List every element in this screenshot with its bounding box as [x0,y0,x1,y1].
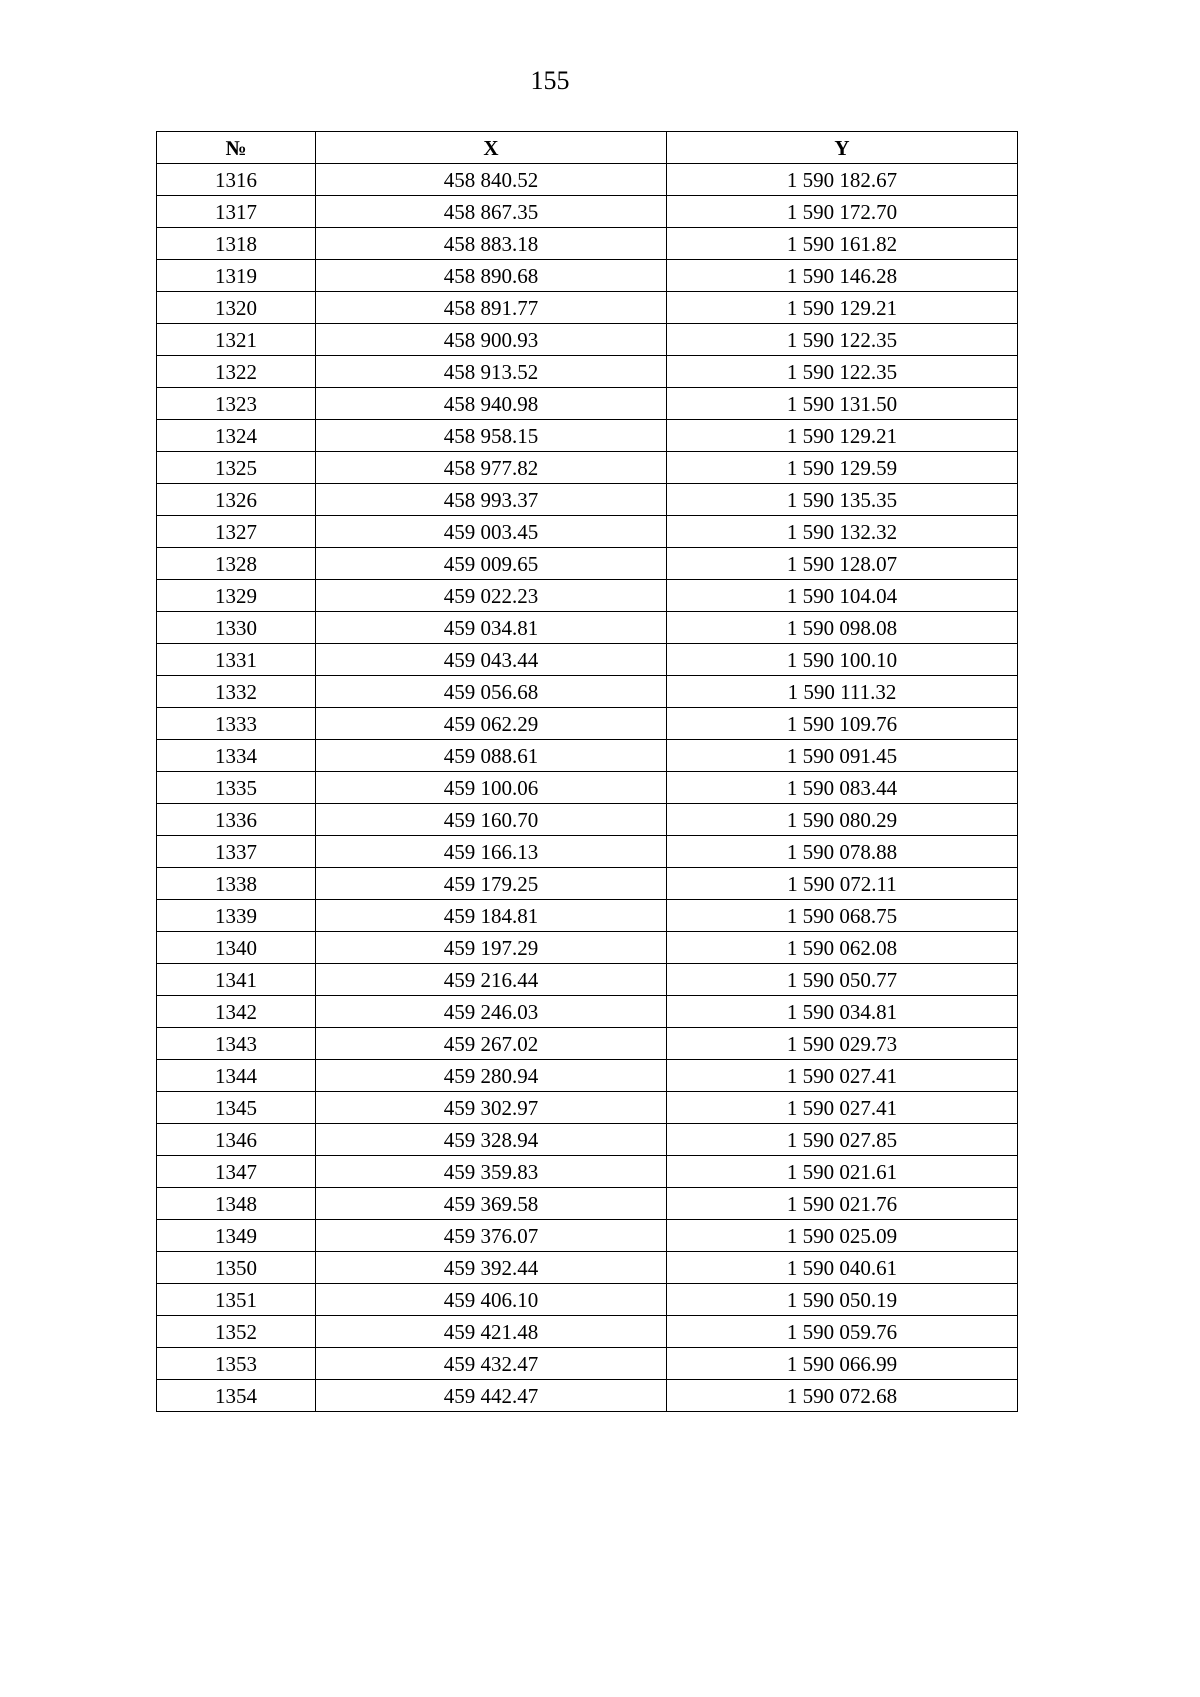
cell-x: 459 179.25 [316,868,667,900]
cell-y: 1 590 161.82 [667,228,1018,260]
cell-y: 1 590 040.61 [667,1252,1018,1284]
cell-number: 1320 [157,292,316,324]
cell-number: 1341 [157,964,316,996]
table-row [157,580,1018,612]
cell-number: 1340 [157,932,316,964]
cell-y: 1 590 129.21 [667,292,1018,324]
cell-x: 459 197.29 [316,932,667,964]
table-row [157,1348,1018,1380]
table-row [157,484,1018,516]
cell-number: 1335 [157,772,316,804]
cell-x: 459 246.03 [316,996,667,1028]
cell-number: 1330 [157,612,316,644]
table-row [157,996,1018,1028]
cell-y: 1 590 132.32 [667,516,1018,548]
cell-y: 1 590 072.68 [667,1380,1018,1412]
cell-number: 1345 [157,1092,316,1124]
cell-y: 1 590 172.70 [667,196,1018,228]
cell-x: 459 369.58 [316,1188,667,1220]
table-row [157,772,1018,804]
cell-number: 1342 [157,996,316,1028]
table-row [157,1060,1018,1092]
cell-number: 1337 [157,836,316,868]
cell-x: 459 003.45 [316,516,667,548]
table-row [157,1124,1018,1156]
cell-number: 1321 [157,324,316,356]
cell-y: 1 590 034.81 [667,996,1018,1028]
cell-y: 1 590 025.09 [667,1220,1018,1252]
cell-number: 1322 [157,356,316,388]
cell-y: 1 590 135.35 [667,484,1018,516]
table-row [157,1316,1018,1348]
cell-x: 458 900.93 [316,324,667,356]
cell-number: 1331 [157,644,316,676]
cell-number: 1338 [157,868,316,900]
cell-number: 1323 [157,388,316,420]
cell-y: 1 590 111.32 [667,676,1018,708]
cell-x: 458 890.68 [316,260,667,292]
cell-number: 1354 [157,1380,316,1412]
table-row [157,420,1018,452]
table-row [157,1220,1018,1252]
cell-number: 1344 [157,1060,316,1092]
cell-x: 459 280.94 [316,1060,667,1092]
cell-number: 1352 [157,1316,316,1348]
cell-x: 459 359.83 [316,1156,667,1188]
cell-y: 1 590 091.45 [667,740,1018,772]
cell-number: 1325 [157,452,316,484]
column-header-y: Y [667,132,1018,164]
cell-number: 1336 [157,804,316,836]
cell-number: 1346 [157,1124,316,1156]
cell-number: 1328 [157,548,316,580]
cell-y: 1 590 027.41 [667,1060,1018,1092]
cell-y: 1 590 083.44 [667,772,1018,804]
table-row [157,388,1018,420]
table-header-row [157,132,1018,164]
cell-number: 1318 [157,228,316,260]
cell-x: 459 376.07 [316,1220,667,1252]
cell-x: 459 043.44 [316,644,667,676]
cell-y: 1 590 068.75 [667,900,1018,932]
table-row [157,1380,1018,1412]
table-row [157,228,1018,260]
cell-x: 458 840.52 [316,164,667,196]
table-row [157,548,1018,580]
table-body [157,164,1018,1412]
cell-number: 1319 [157,260,316,292]
cell-number: 1327 [157,516,316,548]
table-row [157,1188,1018,1220]
cell-number: 1324 [157,420,316,452]
cell-x: 458 977.82 [316,452,667,484]
table-header [157,132,1018,164]
cell-y: 1 590 098.08 [667,612,1018,644]
cell-x: 459 062.29 [316,708,667,740]
cell-x: 458 867.35 [316,196,667,228]
cell-x: 459 034.81 [316,612,667,644]
cell-y: 1 590 129.59 [667,452,1018,484]
cell-number: 1332 [157,676,316,708]
cell-number: 1316 [157,164,316,196]
cell-x: 459 166.13 [316,836,667,868]
cell-number: 1351 [157,1284,316,1316]
page-number: 155 [530,66,570,95]
cell-x: 459 392.44 [316,1252,667,1284]
table-row [157,804,1018,836]
table-row [157,868,1018,900]
table-row [157,964,1018,996]
column-header-x: X [316,132,667,164]
cell-y: 1 590 066.99 [667,1348,1018,1380]
cell-y: 1 590 021.61 [667,1156,1018,1188]
cell-x: 458 940.98 [316,388,667,420]
cell-y: 1 590 182.67 [667,164,1018,196]
cell-number: 1348 [157,1188,316,1220]
cell-x: 458 993.37 [316,484,667,516]
table-row [157,1284,1018,1316]
cell-number: 1326 [157,484,316,516]
cell-y: 1 590 122.35 [667,324,1018,356]
table-row [157,356,1018,388]
cell-x: 459 088.61 [316,740,667,772]
cell-number: 1343 [157,1028,316,1060]
cell-x: 459 406.10 [316,1284,667,1316]
cell-number: 1329 [157,580,316,612]
cell-number: 1317 [157,196,316,228]
cell-y: 1 590 109.76 [667,708,1018,740]
table-row [157,292,1018,324]
table-row [157,260,1018,292]
cell-y: 1 590 072.11 [667,868,1018,900]
table-row [157,196,1018,228]
cell-y: 1 590 146.28 [667,260,1018,292]
cell-y: 1 590 128.07 [667,548,1018,580]
cell-y: 1 590 050.77 [667,964,1018,996]
cell-number: 1334 [157,740,316,772]
cell-x: 459 442.47 [316,1380,667,1412]
table-row [157,644,1018,676]
cell-x: 459 056.68 [316,676,667,708]
cell-y: 1 590 027.85 [667,1124,1018,1156]
column-header-number: № [157,132,316,164]
cell-x: 459 421.48 [316,1316,667,1348]
cell-number: 1339 [157,900,316,932]
table-row [157,1156,1018,1188]
cell-y: 1 590 050.19 [667,1284,1018,1316]
cell-number: 1350 [157,1252,316,1284]
cell-x: 459 216.44 [316,964,667,996]
cell-y: 1 590 021.76 [667,1188,1018,1220]
cell-x: 459 022.23 [316,580,667,612]
table-row [157,1028,1018,1060]
cell-x: 458 883.18 [316,228,667,260]
cell-x: 459 100.06 [316,772,667,804]
cell-y: 1 590 059.76 [667,1316,1018,1348]
table-row [157,612,1018,644]
coordinates-table [156,131,1018,1412]
table-row [157,740,1018,772]
table-row [157,452,1018,484]
cell-number: 1353 [157,1348,316,1380]
cell-y: 1 590 104.04 [667,580,1018,612]
table-row [157,676,1018,708]
cell-x: 459 302.97 [316,1092,667,1124]
cell-y: 1 590 062.08 [667,932,1018,964]
cell-x: 459 432.47 [316,1348,667,1380]
cell-y: 1 590 080.29 [667,804,1018,836]
table-row [157,1252,1018,1284]
cell-number: 1347 [157,1156,316,1188]
cell-x: 459 160.70 [316,804,667,836]
table-row [157,516,1018,548]
cell-number: 1333 [157,708,316,740]
cell-y: 1 590 131.50 [667,388,1018,420]
cell-x: 459 184.81 [316,900,667,932]
cell-y: 1 590 027.41 [667,1092,1018,1124]
cell-x: 459 267.02 [316,1028,667,1060]
cell-x: 459 009.65 [316,548,667,580]
table-row [157,708,1018,740]
cell-y: 1 590 100.10 [667,644,1018,676]
cell-y: 1 590 078.88 [667,836,1018,868]
table-row [157,932,1018,964]
table-row [157,900,1018,932]
table-row [157,324,1018,356]
table-row [157,164,1018,196]
table-row [157,1092,1018,1124]
cell-x: 458 913.52 [316,356,667,388]
cell-y: 1 590 029.73 [667,1028,1018,1060]
table-row [157,836,1018,868]
cell-x: 458 958.15 [316,420,667,452]
cell-number: 1349 [157,1220,316,1252]
cell-y: 1 590 122.35 [667,356,1018,388]
cell-x: 458 891.77 [316,292,667,324]
cell-y: 1 590 129.21 [667,420,1018,452]
cell-x: 459 328.94 [316,1124,667,1156]
